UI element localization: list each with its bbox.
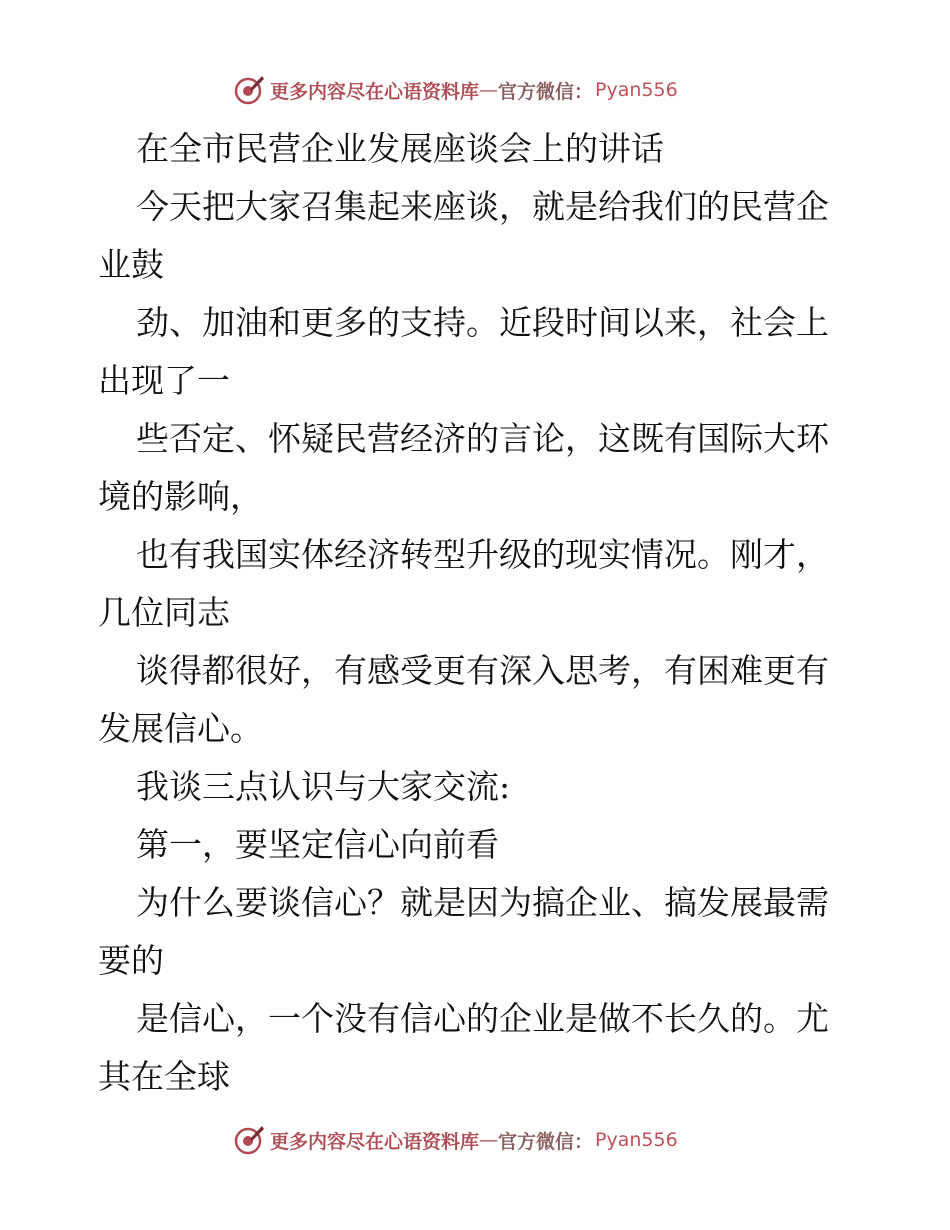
document-line: 谈得都很好，有感受更有深入思考，有困难更有 (136, 651, 829, 690)
document-line: 我谈三点认识与大家交流: (136, 767, 511, 806)
document-line: 也有我国实体经济转型升级的现实情况。刚才， (136, 535, 829, 574)
document-line: 是信心，一个没有信心的企业是做不长久的。尤 (136, 999, 829, 1038)
banner-separator: — (479, 1129, 499, 1151)
document-line: 出现了一 (98, 361, 230, 400)
document-line: 其在全球 (98, 1057, 230, 1096)
document-line: 发展信心。 (98, 709, 263, 748)
document-line: 境的影响， (98, 477, 263, 516)
banner-wechat-handle: Pyan556 (595, 79, 678, 101)
quill-logo-icon (232, 1123, 266, 1157)
document-line: 在全市民营企业发展座谈会上的讲话 (136, 129, 664, 168)
header-watermark-banner (232, 72, 678, 108)
document-line: 第一，要坚定信心向前看 (136, 825, 499, 864)
banner-separator: — (479, 79, 499, 101)
banner-wechat-handle: Pyan556 (595, 1129, 678, 1151)
banner-official-label: 官方微信： (498, 1130, 594, 1153)
quill-logo-icon (232, 73, 266, 107)
banner-official-label: 官方微信： (498, 80, 594, 103)
document-line: 业鼓 (98, 245, 164, 284)
footer-watermark-banner (232, 1122, 678, 1158)
document-line: 今天把大家召集起来座谈，就是给我们的民营企 (136, 187, 829, 226)
banner-main-text: 更多内容尽在心语资料库 (270, 80, 480, 103)
document-line: 要的 (98, 941, 164, 980)
document-line: 几位同志 (98, 593, 230, 632)
banner-main-text: 更多内容尽在心语资料库 (270, 1130, 480, 1153)
document-body (98, 120, 858, 1106)
document-line: 些否定、怀疑民营经济的言论，这既有国际大环 (136, 419, 829, 458)
document-line: 为什么要谈信心？就是因为搞企业、搞发展最需 (136, 883, 829, 922)
document-line: 劲、加油和更多的支持。近段时间以来，社会上 (136, 303, 829, 342)
